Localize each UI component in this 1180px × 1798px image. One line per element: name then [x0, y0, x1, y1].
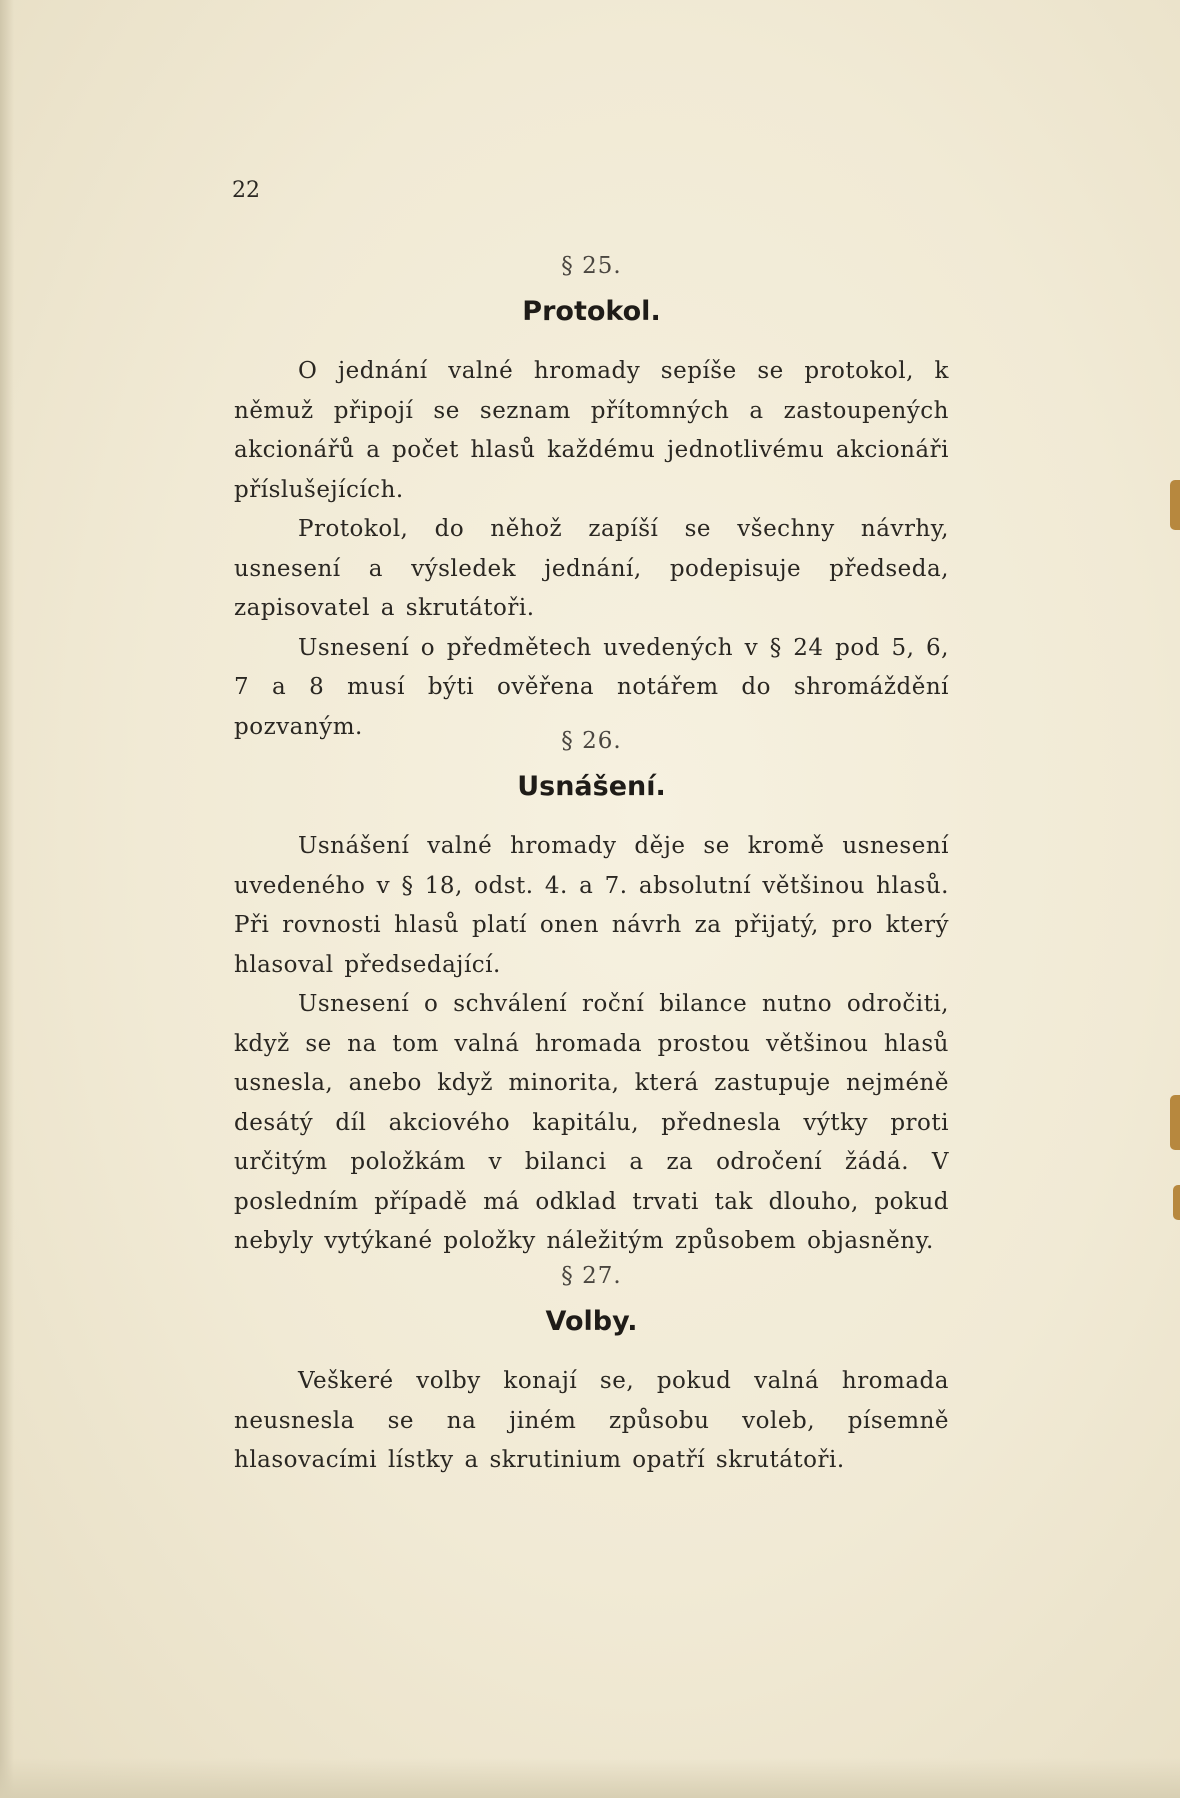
paragraph: Usnesení o schválení roční bilance nutno odročiti, když se na tom valná hromada prostou většinou hlasů usnesla, anebo když minorita, která zastupuje nejméně desátý díl akciového kapitálu, přednesla výtky proti určitým položkám v bilanci a za odročení žádá. V posledním případě má odklad trvati tak dlouho, pokud nebyly vytýkané položky náležitým způsobem objasněny.: [234, 991, 949, 1254]
section-number: § 26.: [561, 728, 622, 754]
section-number: § 25.: [561, 253, 622, 279]
paragraph: O jednání valné hromady sepíše se protokol, k němuž připojí se seznam přítomných a zastoupených akcionářů a počet hlasů každému jednotlivému akcionáři příslušejících.: [234, 358, 949, 503]
binding-stain: [1173, 1185, 1180, 1220]
binding-stain: [1170, 480, 1180, 530]
page-shadow-left: [0, 0, 14, 1798]
page-number: 22: [232, 178, 260, 203]
paragraph: Veškeré volby konají se, pokud valná hromada neusnesla se na jiném způsobu voleb, písemně hlasovacími lístky a skrutinium opatří skrutátoři.: [234, 1368, 949, 1473]
section-25: [234, 250, 949, 747]
paragraph: Protokol, do něhož zapíší se všechny návrhy, usnesení a výsledek jednání, podepisuje předseda, zapisovatel a skrutátoři.: [234, 516, 949, 621]
section-26: [234, 725, 949, 1262]
section-title: Protokol.: [522, 296, 661, 327]
section-title: Usnášení.: [517, 771, 666, 802]
paragraph: Usnesení o předmětech uvedených v § 24 pod 5, 6, 7 a 8 musí býti ověřena notářem do shromáždění pozvaným.: [234, 634, 949, 740]
binding-stain: [1170, 1095, 1180, 1150]
section-number: § 27.: [561, 1263, 622, 1289]
section-title: Volby.: [545, 1306, 638, 1337]
page-shadow-bottom: [0, 1758, 1180, 1798]
section-27: [234, 1260, 949, 1481]
paragraph: Usnášení valné hromady děje se kromě usnesení uvedeného v § 18, odst. 4. a 7. absolutní většinou hlasů. Při rovnosti hlasů platí onen návrh za přijatý, pro který hlasoval předsedající.: [234, 833, 949, 978]
